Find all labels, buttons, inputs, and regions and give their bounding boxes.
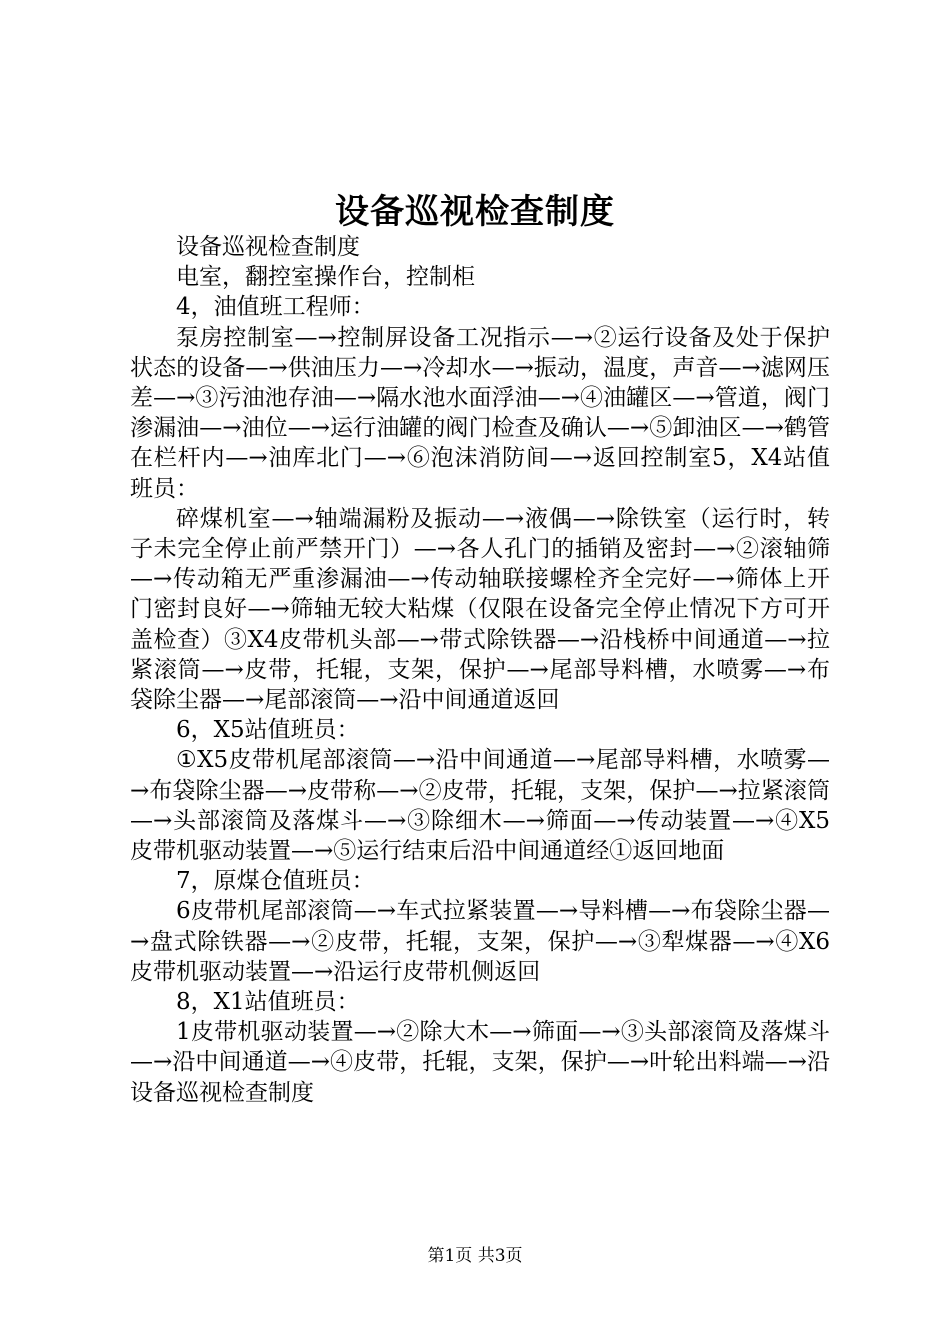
- document-body: [130, 232, 830, 1108]
- paragraph: ①X5皮带机尾部滚筒—→沿中间通道—→尾部导料槽，水喷雾—→布袋除尘器—→皮带称—→②皮带，托辊，支架，保护—→拉紧滚筒—→头部滚筒及落煤斗—→③除细木—→筛面—→传动装置—→④X5皮带机驱动装置—→⑤运行结束后沿中间通道经①返回地面: [130, 747, 830, 865]
- paragraph: 1皮带机驱动装置—→②除大木—→筛面—→③头部滚筒及落煤斗—→沿中间通道—→④皮带，托辊，支架，保护—→叶轮出料端—→沿设备巡视检查制度: [130, 1019, 830, 1106]
- paragraph: 8，X1站值班员：: [176, 989, 360, 1016]
- paragraph: 电室，翻控室操作台，控制柜: [176, 264, 475, 291]
- paragraph: 碎煤机室—→轴端漏粉及振动—→液偶—→除铁室（运行时，转子未完全停止前严禁开门）—→各人孔门的插销及密封—→②滚轴筛—→传动箱无严重渗漏油—→传动轴联接螺栓齐全完好—→筛体上开门密封良好—→筛轴无较大粘煤（仅限在设备完全停止情况下方可开盖检查）③X4皮带机头部—→带式除铁器—→沿栈桥中间通道—→拉紧滚筒—→皮带，托辊，支架，保护—→尾部导料槽，水喷雾—→布袋除尘器—→尾部滚筒—→沿中间通道返回: [130, 505, 830, 714]
- paragraph: 6，X5站值班员：: [176, 717, 360, 744]
- paragraph: 设备巡视检查制度: [176, 234, 360, 260]
- paragraph: 4，油值班工程师：: [176, 294, 375, 321]
- page-footer: 第1页 共3页: [427, 1246, 523, 1266]
- paragraph: 泵房控制室—→控制屏设备工况指示—→②运行设备及处于保护状态的设备—→供油压力—→冷却水—→振动，温度，声音—→滤网压差—→③污油池存油—→隔水池水面浮油—→④油罐区—→管道，阀门渗漏油—→油位—→运行油罐的阀门检查及确认—→⑤卸油区—→鹤管在栏杆内—→油库北门—→⑥泡沫消防间—→返回控制室5，X4站值班员：: [130, 324, 830, 502]
- page-title: 设备巡视检查制度: [335, 192, 615, 232]
- paragraph: 6皮带机尾部滚筒—→车式拉紧装置—→导料槽—→布袋除尘器—→盘式除铁器—→②皮带，托辊，支架，保护—→③犁煤器—→④X6皮带机驱动装置—→沿运行皮带机侧返回: [130, 898, 830, 985]
- paragraph: 7，原煤仓值班员：: [176, 868, 375, 895]
